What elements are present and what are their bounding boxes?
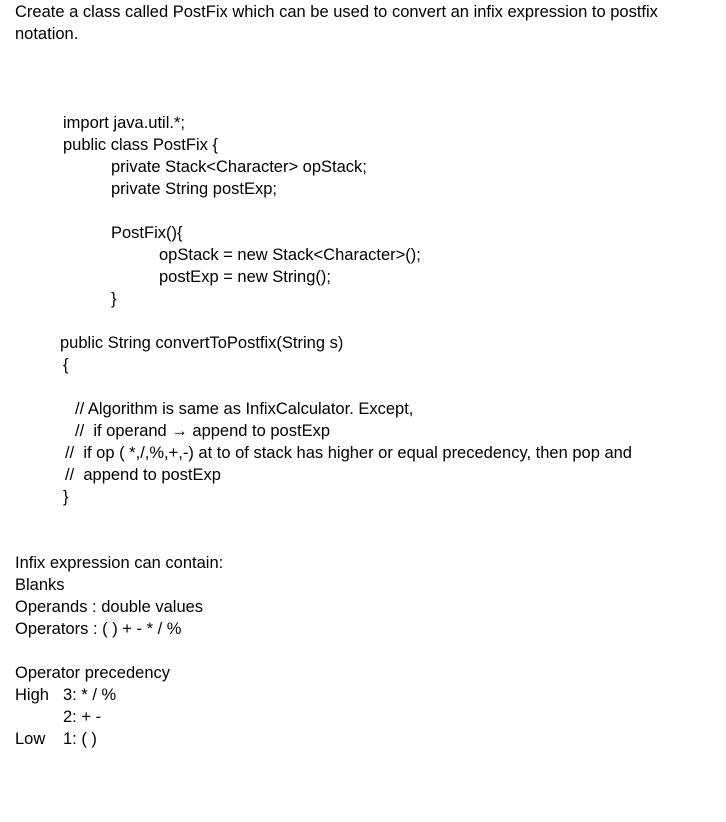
infix-operands: Operands : double values: [15, 598, 204, 616]
precedence-level-1: 1: ( ): [63, 730, 97, 748]
problem-statement: Create a class called PostFix which can be used to convert an infix expression to postfix notation.: [15, 3, 658, 43]
precedence-heading: Operator precedency: [15, 664, 171, 682]
code-constructor-line-2: postExp = new String();: [159, 268, 331, 286]
code-comment-4: // append to postExp: [65, 466, 221, 484]
infix-operators: Operators : ( ) + - * / %: [15, 620, 182, 638]
code-comment-3: // if op ( *,/,%,+,-) at to of stack has higher or equal precedency, then pop and: [65, 444, 632, 462]
code-comment-2: // if operand → append to postExp: [75, 422, 331, 440]
code-class-declaration: public class PostFix {: [63, 136, 218, 154]
code-constructor-close: }: [111, 290, 117, 308]
code-method-open-brace: {: [63, 356, 69, 374]
code-import-line: import java.util.*;: [63, 114, 185, 132]
infix-heading: Infix expression can contain:: [15, 554, 224, 572]
code-field-opstack: private Stack<Character> opStack;: [111, 158, 367, 176]
code-method-signature: public String convertToPostfix(String s): [60, 334, 344, 352]
code-constructor-line-1: opStack = new Stack<Character>();: [159, 246, 421, 264]
code-method-close-brace: }: [63, 488, 69, 506]
precedence-low-label: Low: [15, 730, 46, 748]
precedence-high-label: High: [15, 686, 49, 704]
code-comment-1: // Algorithm is same as InfixCalculator. Except,: [75, 400, 414, 418]
precedence-level-3: 3: * / %: [63, 686, 117, 704]
code-field-postexp: private String postExp;: [111, 180, 277, 198]
infix-blanks: Blanks: [15, 576, 65, 594]
code-constructor-header: PostFix(){: [111, 224, 183, 242]
precedence-level-2: 2: + -: [63, 708, 102, 726]
